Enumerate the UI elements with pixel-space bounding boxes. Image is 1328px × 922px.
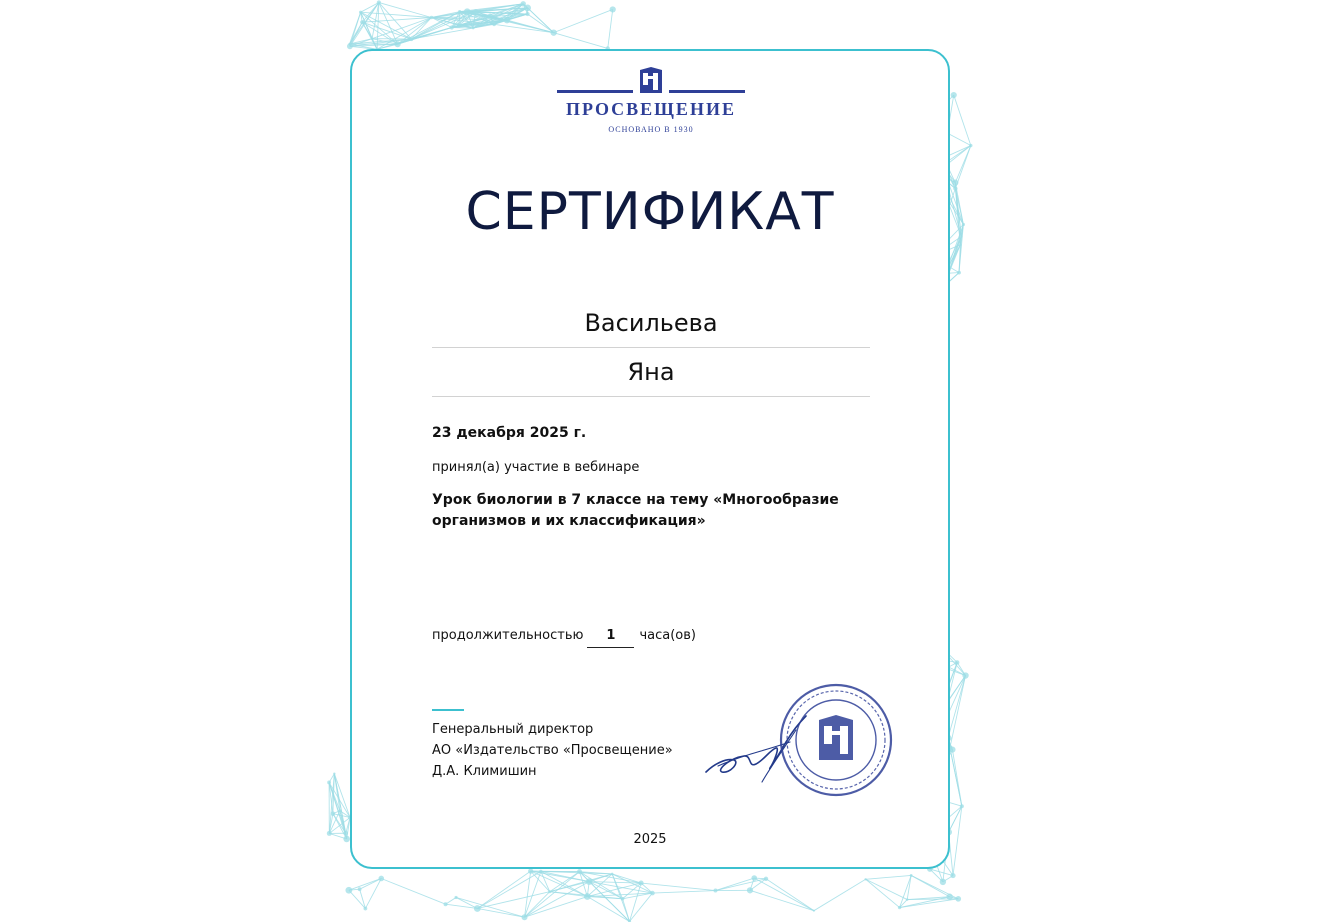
network-node: [949, 747, 955, 753]
network-line: [554, 9, 613, 32]
network-node: [378, 876, 384, 882]
network-node: [621, 897, 625, 901]
network-node: [639, 881, 644, 886]
network-node: [327, 831, 332, 836]
network-line: [900, 875, 912, 907]
network-node: [345, 887, 352, 894]
network-node: [577, 869, 582, 874]
network-node: [586, 878, 593, 885]
participation-text: принял(а) участие в вебинаре: [432, 460, 640, 475]
network-line: [900, 899, 959, 908]
network-node: [339, 809, 342, 812]
network-node: [522, 914, 528, 920]
network-node: [371, 37, 374, 40]
certificate-year: 2025: [633, 832, 667, 847]
network-node: [969, 144, 972, 147]
logo-founded-text: ОСНОВАНО В 1930: [608, 125, 694, 134]
network-node: [524, 4, 531, 11]
network-line: [911, 875, 950, 896]
network-line: [814, 879, 866, 910]
network-node: [610, 6, 616, 12]
network-line: [952, 750, 961, 807]
network-node: [363, 907, 367, 911]
certificate-title: СЕРТИФИКАТ: [465, 182, 835, 242]
network-node: [764, 877, 768, 881]
network-node: [492, 23, 496, 27]
network-node: [955, 660, 959, 664]
network-node: [430, 16, 433, 19]
network-line: [477, 871, 530, 908]
network-node: [487, 14, 493, 20]
network-node: [960, 804, 964, 808]
network-node: [962, 672, 968, 678]
duration-unit: часа(ов): [639, 628, 696, 643]
network-node: [457, 23, 461, 27]
network-node: [950, 873, 955, 878]
network-node: [474, 905, 481, 912]
network-node: [910, 874, 913, 877]
network-node: [959, 244, 961, 246]
signer-name: Д.А. Климишин: [432, 764, 537, 779]
network-node: [751, 875, 757, 881]
network-line: [477, 908, 524, 917]
network-node: [472, 27, 475, 30]
signer-position: Генеральный директор: [432, 722, 594, 737]
network-line: [953, 806, 962, 875]
network-node: [957, 271, 961, 275]
logo-right-bar: [669, 90, 745, 93]
network-line: [652, 891, 715, 894]
network-node: [360, 20, 364, 24]
network-node: [394, 41, 400, 47]
network-node: [331, 811, 336, 816]
network-line: [766, 879, 814, 911]
network-node: [962, 223, 965, 226]
network-node: [946, 894, 952, 900]
network-line: [554, 33, 608, 49]
network-node: [409, 37, 413, 41]
prosveshchenie-logo-icon: [639, 66, 663, 94]
duration-value: 1: [587, 628, 634, 648]
network-node: [377, 0, 381, 4]
network-node: [358, 887, 362, 891]
network-node: [713, 889, 717, 893]
network-node: [450, 25, 454, 29]
network-node: [473, 9, 478, 14]
recipient-first-name: Яна: [432, 358, 870, 397]
network-line: [866, 875, 911, 879]
network-line: [329, 817, 350, 833]
network-node: [584, 893, 591, 900]
network-line: [477, 871, 541, 908]
network-node: [550, 29, 556, 35]
network-line: [907, 875, 911, 899]
network-node: [898, 906, 901, 909]
network-node: [611, 873, 614, 876]
network-node: [464, 8, 471, 15]
network-node: [327, 781, 331, 785]
signer-organization: АО «Издательство «Просвещение»: [432, 743, 673, 758]
signer-accent-line: [432, 709, 464, 711]
duration-row: [432, 628, 696, 652]
publisher-stamp-icon: [778, 682, 894, 798]
duration-label: продолжительностью: [432, 628, 584, 643]
network-node: [951, 92, 957, 98]
network-node: [539, 870, 542, 873]
network-node: [953, 186, 957, 190]
network-node: [906, 898, 909, 901]
network-node: [444, 902, 448, 906]
network-node: [333, 772, 335, 774]
network-node: [650, 891, 655, 896]
network-node: [952, 180, 958, 186]
network-node: [454, 896, 457, 899]
network-node: [960, 235, 962, 237]
network-line: [608, 9, 613, 48]
network-node: [504, 17, 511, 24]
publisher-logo: [556, 64, 746, 140]
network-node: [940, 879, 946, 885]
network-node: [528, 869, 533, 874]
network-node: [813, 910, 815, 912]
network-line: [948, 676, 966, 739]
logo-left-bar: [557, 90, 633, 93]
network-node: [502, 19, 504, 21]
network-node: [864, 878, 866, 880]
network-node: [347, 43, 353, 49]
network-node: [343, 831, 348, 836]
network-line: [477, 892, 549, 909]
network-node: [548, 890, 551, 893]
webinar-date: 23 декабря 2025 г.: [432, 425, 587, 441]
logo-brand-text: ПРОСВЕЩЕНИЕ: [566, 99, 736, 119]
network-node: [458, 10, 461, 13]
network-line: [629, 893, 652, 921]
network-node: [955, 896, 961, 902]
network-node: [525, 12, 529, 16]
recipient-surname: Васильева: [432, 309, 870, 348]
webinar-topic: Урок биологии в 7 классе на тему «Многообразие организмов и их классификация»: [432, 492, 839, 529]
network-line: [641, 883, 715, 891]
network-node: [343, 836, 350, 843]
network-line: [381, 878, 445, 904]
network-node: [747, 887, 753, 893]
network-node: [359, 11, 362, 14]
network-line: [589, 874, 612, 882]
